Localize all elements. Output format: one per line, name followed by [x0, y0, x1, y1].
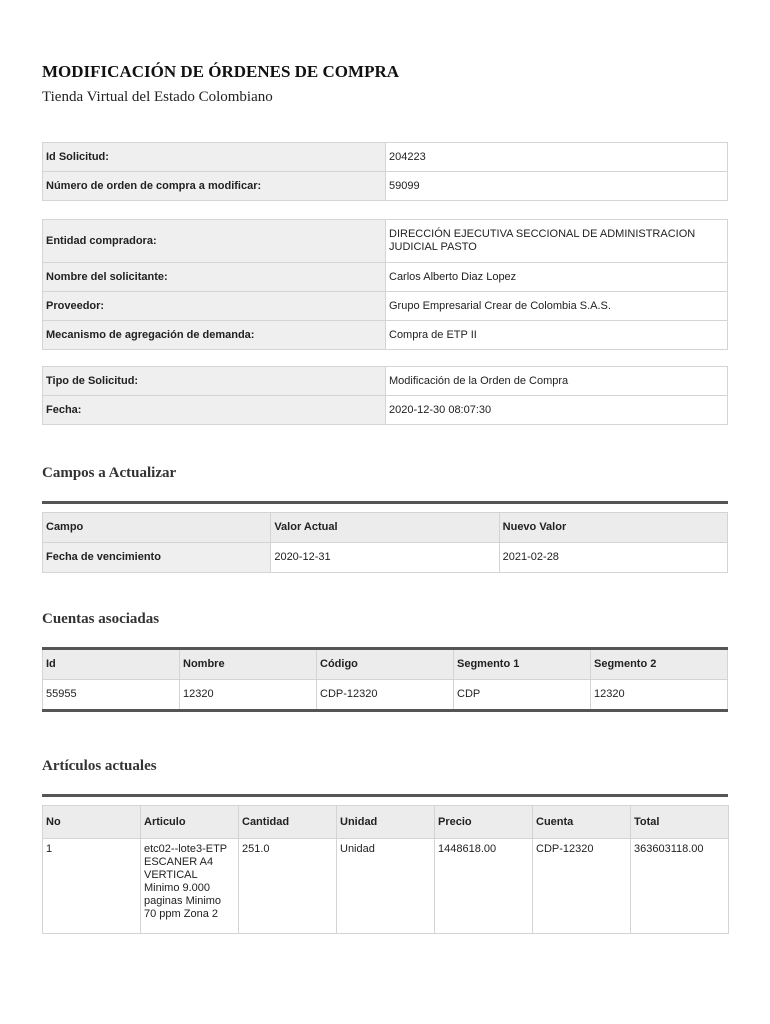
campos-section-title: Campos a Actualizar	[42, 465, 177, 481]
orden-compra-value: 59099	[386, 172, 728, 201]
proveedor-value: Grupo Empresarial Crear de Colombia S.A.S.	[386, 292, 728, 321]
table-row	[43, 543, 728, 573]
solicitante-label: Nombre del solicitante:	[43, 263, 386, 292]
table-header-row	[43, 649, 728, 680]
column-header: Articulo	[141, 806, 239, 839]
tipo-solicitud-label: Tipo de Solicitud:	[43, 367, 386, 396]
table-row	[43, 680, 728, 711]
column-header: Segmento 1	[454, 649, 591, 680]
tipo-solicitud-value: Modificación de la Orden de Compra	[386, 367, 728, 396]
table-cell: Fecha de vencimiento	[43, 543, 271, 573]
fecha-value: 2020-12-30 08:07:30	[386, 396, 728, 425]
table-row	[43, 396, 728, 425]
column-header: Id	[43, 649, 180, 680]
table-cell: etc02--lote3-ETP ESCANER A4 VERTICAL Minimo 9.000 paginas Minimo 70 ppm Zona 2	[141, 839, 239, 934]
table-cell: CDP	[454, 680, 591, 711]
request-info-table	[42, 142, 728, 201]
entidad-label: Entidad compradora:	[43, 220, 386, 263]
column-header: Cuenta	[533, 806, 631, 839]
cuentas-table	[42, 647, 728, 712]
table-cell: 2021-02-28	[499, 543, 727, 573]
fecha-label: Fecha:	[43, 396, 386, 425]
column-header: Segmento 2	[591, 649, 728, 680]
column-header: Nombre	[180, 649, 317, 680]
column-header: Total	[631, 806, 729, 839]
entidad-value: DIRECCIÓN EJECUTIVA SECCIONAL DE ADMINISTRACION JUDICIAL PASTO	[386, 220, 728, 263]
table-cell: 1	[43, 839, 141, 934]
table-cell: Unidad	[337, 839, 435, 934]
table-cell: 251.0	[239, 839, 337, 934]
table-cell: 363603118.00	[631, 839, 729, 934]
table-cell: 12320	[180, 680, 317, 711]
table-cell: 2020-12-31	[271, 543, 499, 573]
table-header-row	[43, 806, 729, 839]
column-header: Nuevo Valor	[499, 513, 727, 543]
section-divider	[42, 501, 728, 504]
table-cell: 55955	[43, 680, 180, 711]
column-header: Precio	[435, 806, 533, 839]
table-row	[43, 839, 729, 934]
orden-compra-label: Número de orden de compra a modificar:	[43, 172, 386, 201]
table-row	[43, 367, 728, 396]
table-row	[43, 143, 728, 172]
document-title: MODIFICACIÓN DE ÓRDENES DE COMPRA	[42, 62, 400, 81]
table-row	[43, 321, 728, 350]
section-divider	[42, 794, 728, 797]
cuentas-section-title: Cuentas asociadas	[42, 611, 160, 627]
table-row	[43, 172, 728, 201]
table-cell: 12320	[591, 680, 728, 711]
proveedor-label: Proveedor:	[43, 292, 386, 321]
document-subtitle: Tienda Virtual del Estado Colombiano	[42, 89, 273, 105]
table-row	[43, 263, 728, 292]
table-cell: CDP-12320	[317, 680, 454, 711]
mecanismo-value: Compra de ETP II	[386, 321, 728, 350]
column-header: Unidad	[337, 806, 435, 839]
table-row	[43, 292, 728, 321]
column-header: Cantidad	[239, 806, 337, 839]
id-solicitud-label: Id Solicitud:	[43, 143, 386, 172]
mecanismo-label: Mecanismo de agregación de demanda:	[43, 321, 386, 350]
solicitante-value: Carlos Alberto Diaz Lopez	[386, 263, 728, 292]
table-row	[43, 220, 728, 263]
table-header-row	[43, 513, 728, 543]
entity-info-table	[42, 219, 728, 350]
articulos-section-title: Artículos actuales	[42, 758, 157, 774]
column-header: Valor Actual	[271, 513, 499, 543]
articulos-table	[42, 805, 729, 934]
column-header: Campo	[43, 513, 271, 543]
column-header: No	[43, 806, 141, 839]
table-cell: 1448618.00	[435, 839, 533, 934]
column-header: Código	[317, 649, 454, 680]
id-solicitud-value: 204223	[386, 143, 728, 172]
campos-table	[42, 512, 728, 573]
table-cell: CDP-12320	[533, 839, 631, 934]
request-type-table	[42, 366, 728, 425]
